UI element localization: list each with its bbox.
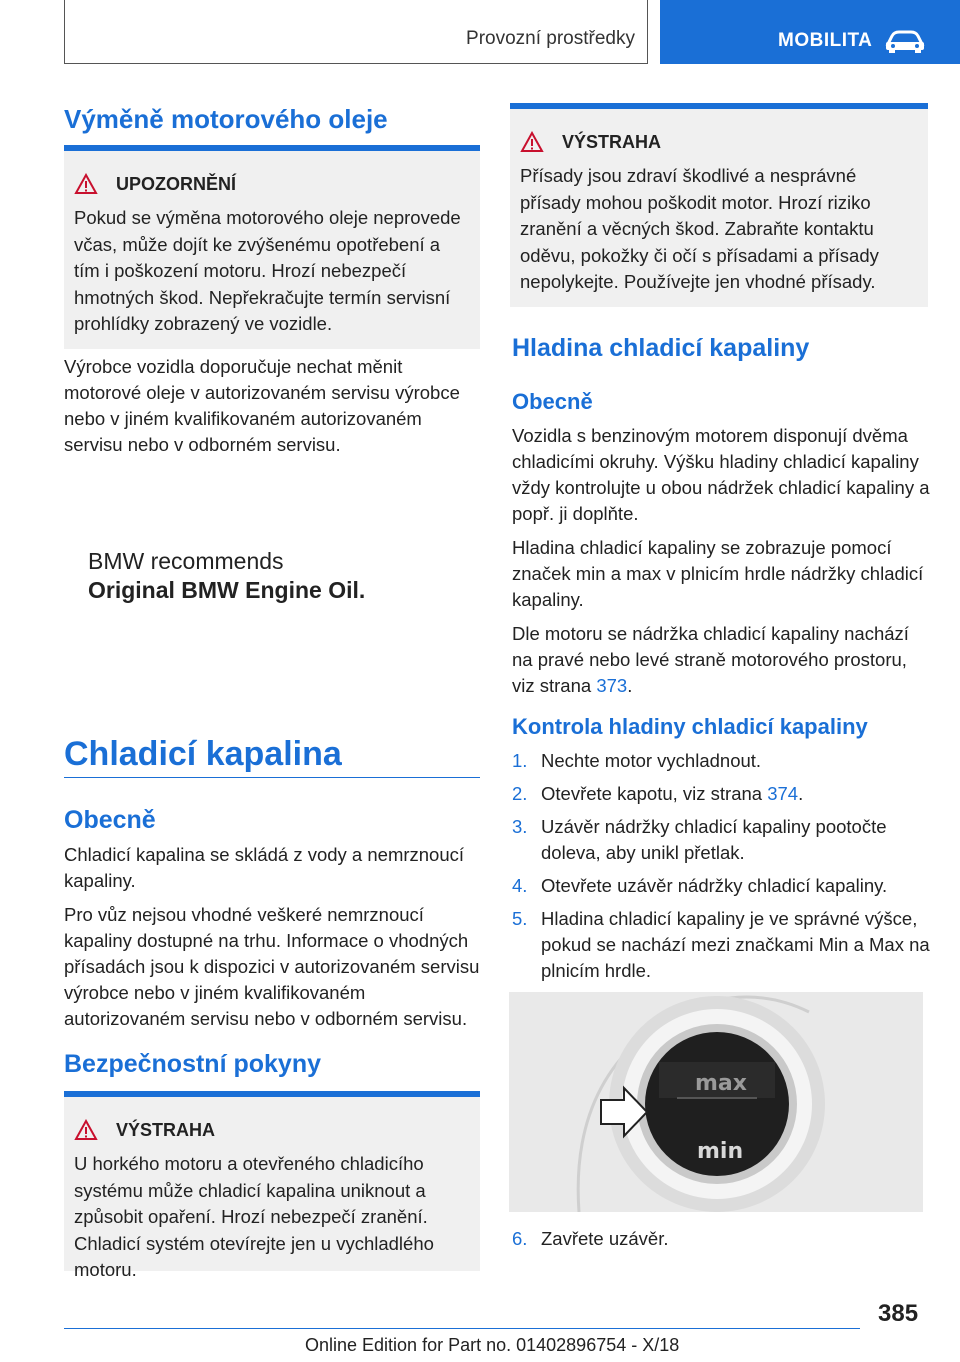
coolant-text [64,842,480,1040]
page-link-373[interactable]: 373 [596,675,628,696]
list-item: 5. Hladina chladicí kapaliny je ve správné výšce, pokud se nachází mezi značkami Min a Max na plnicím hrdle. [512,908,930,981]
warning-triangle-icon [74,1119,98,1141]
min-mark: min [697,1139,744,1164]
level-paragraph-3: Dle motoru se nádržka chladicí kapaliny nachází na pravé nebo levé straně motorového prostoru, viz strana 373. [512,623,909,696]
level-title: Hladina chladicí kapaliny [512,334,810,362]
coolant-paragraph-1: Chladicí kapalina se skládá z vody a nemrznoucí kapaliny. [64,844,465,891]
page-number: 385 [878,1300,919,1327]
coolant-warning-text: U horkého motoru a otevřeného chladicího systému může chladicí kapalina uniknout a způsobit opaření. Hrozí nebezpečí zranění. Chladicí systém otevírejte jen u vychladlého motoru. [74,1153,434,1280]
page-link-374[interactable]: 374 [767,783,799,804]
coolant-rule [64,777,480,778]
header-section-box [64,0,648,64]
oil-ad-line1: BMW recommends [88,548,284,574]
footer-rule [64,1328,860,1329]
additives-warning-label: VÝSTRAHA [562,131,662,152]
list-item: 2. Otevřete kapotu, viz strana 374. [512,783,804,804]
header-chapter-tab [660,0,960,64]
level-paragraph-1: Vozidla s benzinovým motorem disponují dvěma chladicími okruhy. Výšku hladiny chladicí kapaliny vždy kontrolujte u obou nádržek chladicí kapaliny a popř. ji doplňte. [512,425,930,524]
coolant-warning-box [64,1097,480,1280]
warning-triangle-icon [520,131,544,153]
footer-edition: Online Edition for Part no. 01402896754 - X/18 [305,1335,680,1355]
car-icon [884,28,926,54]
header-chapter-title: MOBILITA [778,30,873,51]
check-steps-list [512,748,930,991]
coolant-general-title: Obecně [64,806,156,834]
list-item: 1. Nechte motor vychladnout. [512,750,762,771]
step-6 [512,1226,930,1259]
list-item: 3. Uzávěr nádržky chladicí kapaliny pootočte doleva, aby unikl přetlak. [512,816,887,863]
max-mark: max [695,1071,747,1096]
coolant-title: Chladicí kapalina [64,735,342,773]
oil-change-title: Výměně motorového oleje [64,104,388,134]
coolant-paragraph-2: Pro vůz nejsou vhodné veškeré nemrznoucí kapaliny dostupné na trhu. Informace o vhodných přísadách jsou k dispozici v autorizovaném servisu výrobce nebo v jiném kvalifikovaném autorizovaném servisu nebo v odborném servisu. [64,904,480,1029]
additives-warning-text: Přísady jsou zdraví škodlivé a nesprávné přísady mohou poškodit motor. Hrozí riziko zranění a věcných škod. Zabraňte kontaktu oděvu, pokožky či očí s přísadami a přísady nepolykejte. Používejte jen vhodné přísady. [520,165,879,292]
oil-warning-box [64,151,480,349]
level-general-title: Obecně [512,389,593,414]
list-item: 6. Zavřete uzávěr. [512,1228,669,1249]
oil-warning-label: UPOZORNĚNÍ [116,173,237,194]
oil-ad-line2: Original BMW Engine Oil. [88,577,366,603]
oil-warning-text: Pokud se výměna motorového oleje neprovede včas, může dojít ke zvýšenému opotřebení a tím i poškození motoru. Hrozí nebezpečí hmotných škod. Nepřekračujte termín servisní prohlídky zobrazený ve vozidle. [74,207,461,334]
oil-change-paragraph: Výrobce vozidla doporučuje nechat měnit motorové oleje v autorizovaném servisu výrobce nebo v jiném kvalifikovaném autorizovaném servisu nebo v odborném servisu. [64,356,460,455]
level-text [512,423,930,707]
check-title: Kontrola hladiny chladicí kapaliny [512,714,868,739]
list-item: 4. Otevřete uzávěr nádržky chladicí kapaliny. [512,875,888,896]
warning-triangle-icon [74,173,98,195]
coolant-warning-label: VÝSTRAHA [116,1119,216,1140]
header-section-title: Provozní prostředky [466,28,635,49]
additives-warning-box [510,109,928,307]
coolant-cap-illustration [509,992,923,1212]
level-paragraph-2: Hladina chladicí kapaliny se zobrazuje pomocí značek min a max v plnicím hrdle nádržky chladicí kapaliny. [512,537,924,610]
safety-title: Bezpečnostní pokyny [64,1050,321,1078]
